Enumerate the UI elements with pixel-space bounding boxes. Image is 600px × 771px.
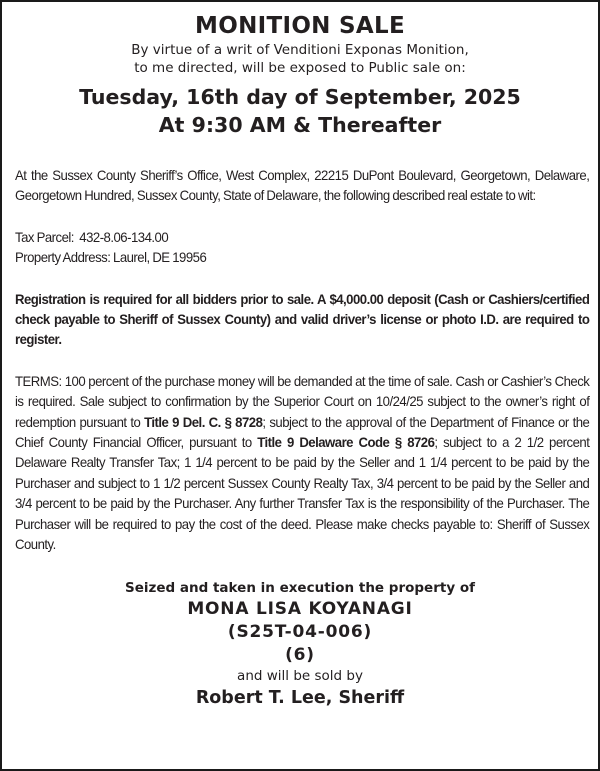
statute-reference-8728: Title 9 Del. C. § 8728	[144, 413, 263, 430]
tax-parcel-line	[15, 227, 589, 247]
defendant-name: MONA LISA KOYANAGI	[187, 598, 413, 619]
item-number: (6)	[285, 644, 315, 665]
intro-line-2: to me directed, will be exposed to Public sale on:	[134, 60, 466, 76]
property-address-value: Laurel, DE 19956	[113, 249, 207, 266]
sheriff-name: Robert T. Lee, Sheriff	[195, 687, 405, 708]
terms-text-2: ; subject to the approval of the Department of Finance or the Chief County Financial Officer, pursuant to	[15, 413, 590, 451]
sold-by-line: and will be sold by	[237, 667, 363, 684]
terms-text-3: ; subject to a 2 1/2 percent Delaware Realty Transfer Tax; 1 1/4 percent to be paid by the Seller and 1 1/4 percent to be paid by the Purchaser and subject to 1 1/2 percent Sussex County Realty Tax, 3/4 percent to be paid by the Seller and 3/4 percent to be paid by the Purchaser. Any further Transfer Tax is the responsibility of the Purchaser. The Purchaser will be required to pay the cost of the deed. Please make checks payable to: Sheriff of Sussex County.	[15, 434, 590, 553]
statute-reference-8726: Title 9 Delaware Code § 8726	[257, 434, 435, 451]
property-address-line	[15, 247, 589, 267]
seized-line: Seized and taken in execution the property of	[125, 579, 475, 596]
terms-paragraph	[15, 371, 589, 555]
sale-date: Tuesday, 16th day of September, 2025	[79, 85, 521, 109]
sale-time: At 9:30 AM & Thereafter	[158, 113, 442, 137]
registration-paragraph: Registration is required for all bidders prior to sale. A $4,000.00 deposit (Cash or Cashiers/certified check payable to Sheriff of Sussex County) and valid driver’s license or photo I.D. are required to register.	[15, 290, 590, 348]
notice-title: MONITION SALE	[195, 13, 405, 39]
tax-parcel-label: Tax Parcel:	[15, 228, 74, 245]
property-address-label: Property Address:	[15, 249, 111, 266]
case-number: (S25T-04-006)	[227, 621, 373, 642]
location-paragraph: At the Sussex County Sheriff’s Office, West Complex, 22215 DuPont Boulevard, Georgetown, Delaware, Georgetown Hundred, Sussex County, State of Delaware, the following described real estate to wit:	[15, 167, 590, 204]
intro-line-1: By virtue of a writ of Venditioni Exponas Monition,	[131, 42, 469, 58]
terms-text-1: TERMS: 100 percent of the purchase money will be demanded at the time of sale. Cash or Cashier’s Check is required. Sale subject to confirmation by the Superior Court on 10/24/25 subject to the owner’s right of redemption pursuant to	[15, 372, 590, 430]
parcel-block	[15, 227, 589, 268]
tax-parcel-value: 432-8.06-134.00	[79, 228, 169, 245]
